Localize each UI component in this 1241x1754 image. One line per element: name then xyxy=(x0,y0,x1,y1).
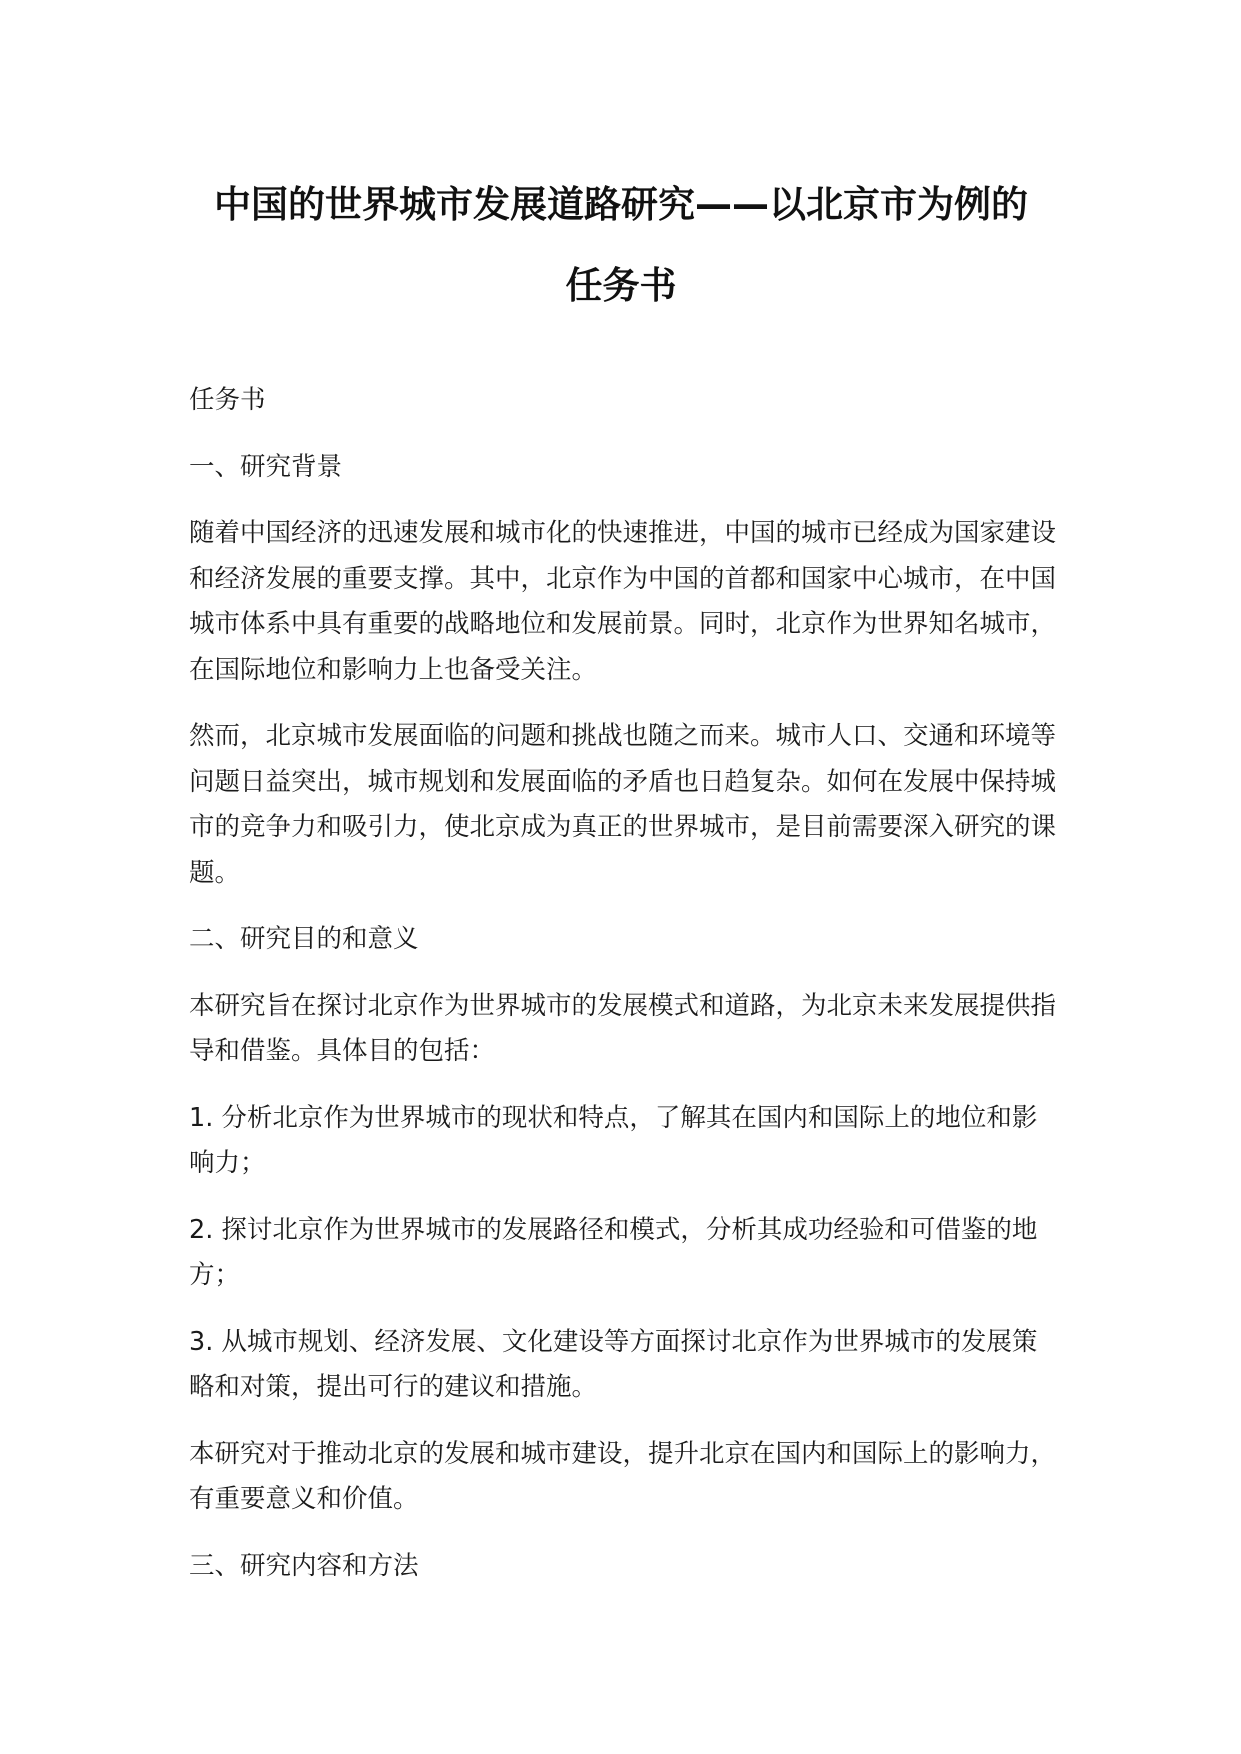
paragraph-purpose-intro: 本研究旨在探讨北京作为世界城市的发展模式和道路，为北京未来发展提供指导和借鉴。具体目的包括： xyxy=(189,990,1057,1066)
section-heading-background: 一、研究背景 xyxy=(189,451,343,482)
paragraph-background-2: 然而，北京城市发展面临的问题和挑战也随之而来。城市人口、交通和环境等问题日益突出，城市规划和发展面临的矛盾也日趋复杂。如何在发展中保持城市的竞争力和吸引力，使北京成为真正的世界城市，是目前需要深入研究的课题。 xyxy=(189,721,1057,888)
list-item-purpose-1: 1. 分析北京作为世界城市的现状和特点，了解其在国内和国际上的地位和影响力； xyxy=(189,1102,1038,1178)
document-title-line-2: 任务书 xyxy=(565,264,677,307)
document-body xyxy=(189,378,1057,1610)
paragraph-significance: 本研究对于推动北京的发展和城市建设，提升北京在国内和国际上的影响力，有重要意义和价值。 xyxy=(189,1438,1057,1514)
section-heading-content-methods: 三、研究内容和方法 xyxy=(189,1550,419,1581)
section-heading-purpose: 二、研究目的和意义 xyxy=(189,924,419,954)
document-title-line-1: 中国的世界城市发展道路研究——以北京市为例的 xyxy=(214,183,1028,226)
paragraph-background-1: 随着中国经济的迅速发展和城市化的快速推进，中国的城市已经成为国家建设和经济发展的重要支撑。其中，北京作为中国的首都和国家中心城市，在中国城市体系中具有重要的战略地位和发展前景。同时，北京作为世界知名城市，在国际地位和影响力上也备受关注。 xyxy=(189,518,1057,685)
section-label-task-book: 任务书 xyxy=(189,385,266,415)
list-item-purpose-3: 3. 从城市规划、经济发展、文化建设等方面探讨北京作为世界城市的发展策略和对策，提出可行的建议和措施。 xyxy=(189,1326,1038,1402)
list-item-purpose-2: 2. 探讨北京作为世界城市的发展路径和模式，分析其成功经验和可借鉴的地方； xyxy=(189,1214,1038,1290)
